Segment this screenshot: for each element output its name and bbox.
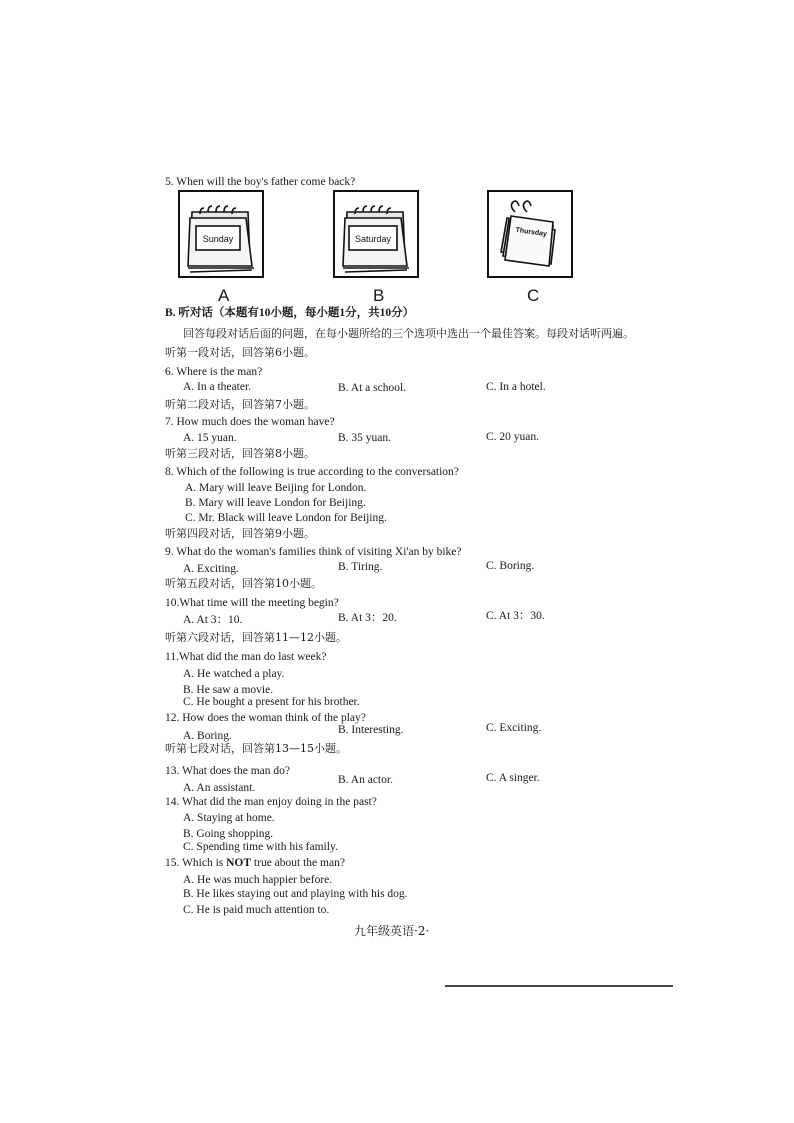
question-15 — [165, 856, 345, 870]
question-9: 9. What do the woman's families think of visiting Xi'an by bike? — [165, 546, 462, 558]
dialog-4-note: 听第四段对话，回答第9小题。 — [165, 527, 315, 540]
calendar-option-a — [178, 190, 264, 278]
q12-option-b: B. Interesting. — [338, 724, 404, 736]
dialog-7-note: 听第七段对话，回答第13—15小题。 — [165, 742, 347, 755]
q15-option-c: C. He is paid much attention to. — [183, 904, 330, 916]
q9-option-a: A. Exciting. — [183, 563, 239, 575]
q7-option-b: B. 35 yuan. — [338, 432, 392, 444]
q8-option-b: B. Mary will leave London for Beijing. — [185, 497, 366, 509]
option-letter-a: A — [218, 286, 230, 305]
dialog-1-note: 听第一段对话，回答第6小题。 — [165, 346, 315, 359]
q8-option-c: C. Mr. Black will leave London for Beijing. — [185, 512, 387, 524]
q9-option-c: C. Boring. — [486, 560, 535, 572]
q13-option-c: C. A singer. — [486, 772, 540, 784]
q7-option-a: A. 15 yuan. — [183, 432, 237, 444]
question-7: 7. How much does the woman have? — [165, 416, 335, 428]
q11-option-a: A. He watched a play. — [183, 668, 285, 680]
q15-text-end: true about the man? — [251, 857, 345, 869]
q15-option-a: A. He was much happier before. — [183, 874, 333, 886]
q11-option-c: C. He bought a present for his brother. — [183, 696, 360, 708]
q13-option-a: A. An assistant. — [183, 782, 256, 794]
calendar-day-text: Sunday — [202, 234, 234, 244]
calendar-day-text: Thursday — [515, 226, 548, 239]
q13-option-b: B. An actor. — [338, 774, 393, 786]
q14-option-c: C. Spending time with his family. — [183, 841, 338, 853]
q10-option-b: B. At 3：20. — [338, 612, 397, 624]
calendar-option-b — [333, 190, 419, 278]
q10-option-a: A. At 3：10. — [183, 614, 243, 626]
q12-option-a: A. Boring. — [183, 730, 232, 742]
question-14: 14. What did the man enjoy doing in the past? — [165, 796, 377, 808]
question-12: 12. How does the woman think of the play? — [165, 712, 366, 724]
q14-option-a: A. Staying at home. — [183, 812, 275, 824]
q15-option-b: B. He likes staying out and playing with his dog. — [183, 888, 408, 900]
dialog-5-note: 听第五段对话，回答第10小题。 — [165, 577, 322, 590]
question-6: 6. Where is the man? — [165, 366, 263, 378]
q6-option-b: B. At a school. — [338, 382, 407, 394]
page-footer: 九年级英语·2· — [354, 924, 430, 938]
q9-option-b: B. Tiring. — [338, 561, 383, 573]
question-8: 8. Which of the following is true according to the conversation? — [165, 466, 459, 478]
option-letter-c: C — [527, 286, 540, 305]
q12-option-c: C. Exciting. — [486, 722, 542, 734]
calendar-option-c — [487, 190, 573, 278]
calendar-day-text: Saturday — [354, 234, 392, 244]
section-b-heading: B. 听对话（本题有10小题，每小题1分，共10分） — [165, 307, 415, 319]
dialog-3-note: 听第三段对话，回答第8小题。 — [165, 447, 315, 460]
dialog-2-note: 听第二段对话，回答第7小题。 — [165, 398, 315, 411]
question-5: 5. When will the boy's father come back? — [165, 176, 356, 188]
option-letter-b: B — [373, 286, 385, 305]
q15-emphasis: NOT — [226, 857, 252, 869]
question-11: 11.What did the man do last week? — [165, 651, 327, 663]
q7-option-c: C. 20 yuan. — [486, 431, 540, 443]
question-13: 13. What does the man do? — [165, 765, 290, 777]
q11-option-b: B. He saw a movie. — [183, 684, 274, 696]
dialog-6-note: 听第六段对话，回答第11—12小题。 — [165, 631, 347, 644]
q15-text-start: 15. Which is — [165, 857, 227, 869]
question-10: 10.What time will the meeting begin? — [165, 597, 339, 609]
q6-option-c: C. In a hotel. — [486, 381, 546, 393]
q14-option-b: B. Going shopping. — [183, 828, 274, 840]
section-b-instruction: 回答每段对话后面的问题，在每小题所给的三个选项中选出一个最佳答案。每段对话听两遍。 — [183, 327, 634, 340]
bottom-rule — [445, 985, 673, 987]
q6-option-a: A. In a theater. — [183, 381, 252, 393]
q10-option-c: C. At 3：30. — [486, 610, 545, 622]
q8-option-a: A. Mary will leave Beijing for London. — [185, 482, 367, 494]
